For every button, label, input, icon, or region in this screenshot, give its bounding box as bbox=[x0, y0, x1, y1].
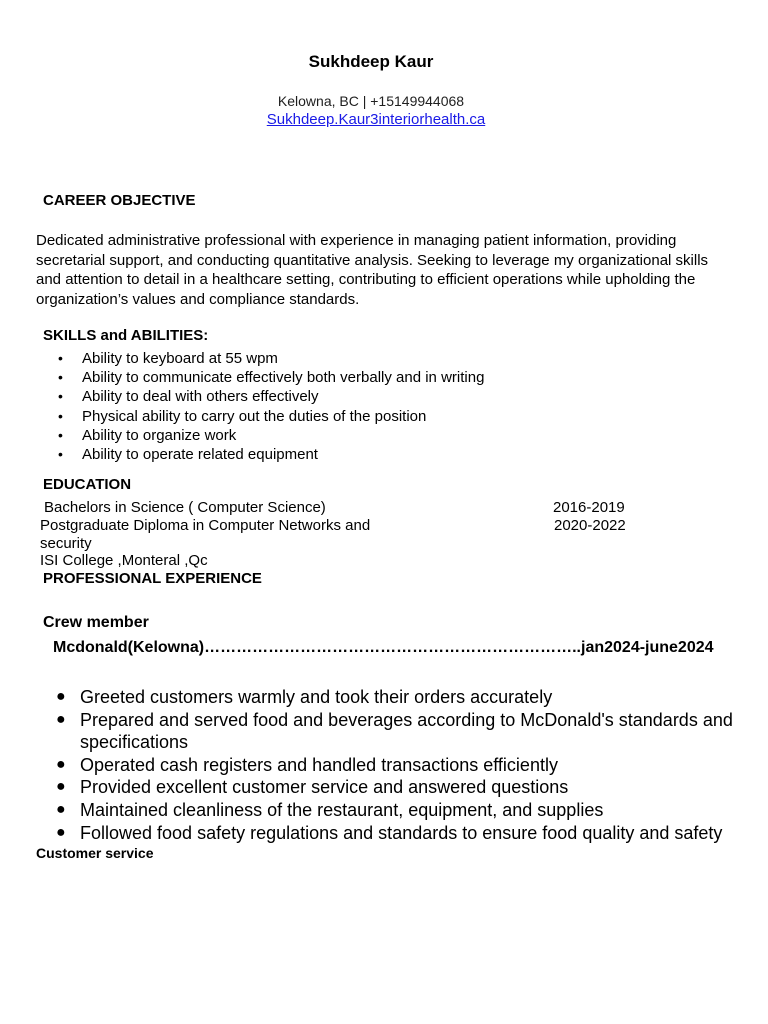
applicant-name: Sukhdeep Kaur bbox=[308, 52, 434, 71]
education-degree-2-continued: security bbox=[40, 535, 92, 552]
education-years-2: 2020-2022 bbox=[554, 517, 626, 534]
bullet-icon: ● bbox=[56, 710, 66, 728]
contact-line: Kelowna, BC | +15149944068 bbox=[277, 93, 465, 109]
education-school: ISI College ,Monteral ,Qc bbox=[40, 552, 208, 569]
duty-text: Operated cash registers and handled transactions efficiently bbox=[80, 754, 558, 775]
skill-item bbox=[58, 407, 484, 426]
skill-text: Ability to keyboard at 55 wpm bbox=[82, 350, 278, 367]
bullet-icon: ● bbox=[56, 778, 66, 796]
skill-text: Ability to communicate effectively both verbally and in writing bbox=[82, 369, 485, 387]
career-objective-text: Dedicated administrative professional with experience in managing patient information, providing secretarial support, and conducting quantitative analysis. Seeking to leverage my organizational skills and attention to detail in a healthcare setting, contributing to efficient operations while upholding the organization’s values and compliance standards. bbox=[36, 232, 709, 308]
bullet-icon: • bbox=[58, 407, 63, 424]
skills-heading: SKILLS and ABILITIES: bbox=[43, 327, 209, 344]
customer-service-heading: Customer service bbox=[36, 845, 154, 861]
bullet-icon: • bbox=[58, 350, 63, 366]
career-objective-heading: CAREER OBJECTIVE bbox=[43, 192, 196, 209]
bullet-icon: ● bbox=[56, 755, 66, 773]
skills-list bbox=[58, 349, 484, 464]
skill-item bbox=[58, 445, 484, 464]
experience-heading: PROFESSIONAL EXPERIENCE bbox=[43, 570, 262, 587]
bullet-icon: • bbox=[58, 369, 63, 386]
duty-item bbox=[56, 822, 746, 845]
bullet-icon: ● bbox=[56, 823, 66, 841]
education-heading: EDUCATION bbox=[43, 476, 132, 493]
bullet-icon: ● bbox=[56, 800, 66, 818]
job-employer-dates: Mcdonald(Kelowna)……………………………………………………………..jan2024-june2024 bbox=[53, 639, 714, 656]
duty-text: Provided excellent customer service and answered questions bbox=[80, 777, 569, 798]
skill-item bbox=[58, 368, 484, 387]
bullet-icon: • bbox=[58, 426, 63, 443]
duty-text: Greeted customers warmly and took their orders accurately bbox=[80, 687, 553, 707]
duty-item bbox=[56, 709, 746, 754]
skill-item bbox=[58, 349, 484, 368]
skill-item bbox=[58, 426, 484, 445]
duty-item bbox=[56, 776, 746, 799]
bullet-icon: • bbox=[58, 445, 63, 462]
skill-text: Physical ability to carry out the duties of the position bbox=[82, 407, 427, 425]
duty-item bbox=[56, 799, 746, 822]
bullet-icon: • bbox=[58, 388, 63, 405]
skill-text: Ability to operate related equipment bbox=[82, 445, 318, 463]
job-role: Crew member bbox=[43, 614, 149, 631]
education-degree-2: Postgraduate Diploma in Computer Networks and bbox=[40, 517, 371, 534]
duty-text: Followed food safety regulations and standards to ensure food quality and safety bbox=[80, 822, 723, 843]
skill-text: Ability to deal with others effectively bbox=[82, 388, 319, 406]
education-degree-1: Bachelors in Science ( Computer Science) bbox=[44, 499, 326, 516]
skill-text: Ability to organize work bbox=[82, 426, 237, 444]
experience-duties-list bbox=[56, 686, 746, 844]
email-link[interactable]: Sukhdeep.Kaur3interiorhealth.ca bbox=[266, 111, 486, 128]
duty-item bbox=[56, 754, 746, 777]
duty-text: Maintained cleanliness of the restaurant, equipment, and supplies bbox=[80, 799, 604, 820]
education-years-1: 2016-2019 bbox=[553, 499, 625, 516]
email-container bbox=[0, 111, 752, 128]
bullet-icon: ● bbox=[56, 688, 66, 705]
duty-text: Prepared and served food and beverages according to McDonald's standards and specifications bbox=[80, 709, 733, 753]
skill-item bbox=[58, 387, 484, 406]
duty-item bbox=[56, 686, 746, 709]
